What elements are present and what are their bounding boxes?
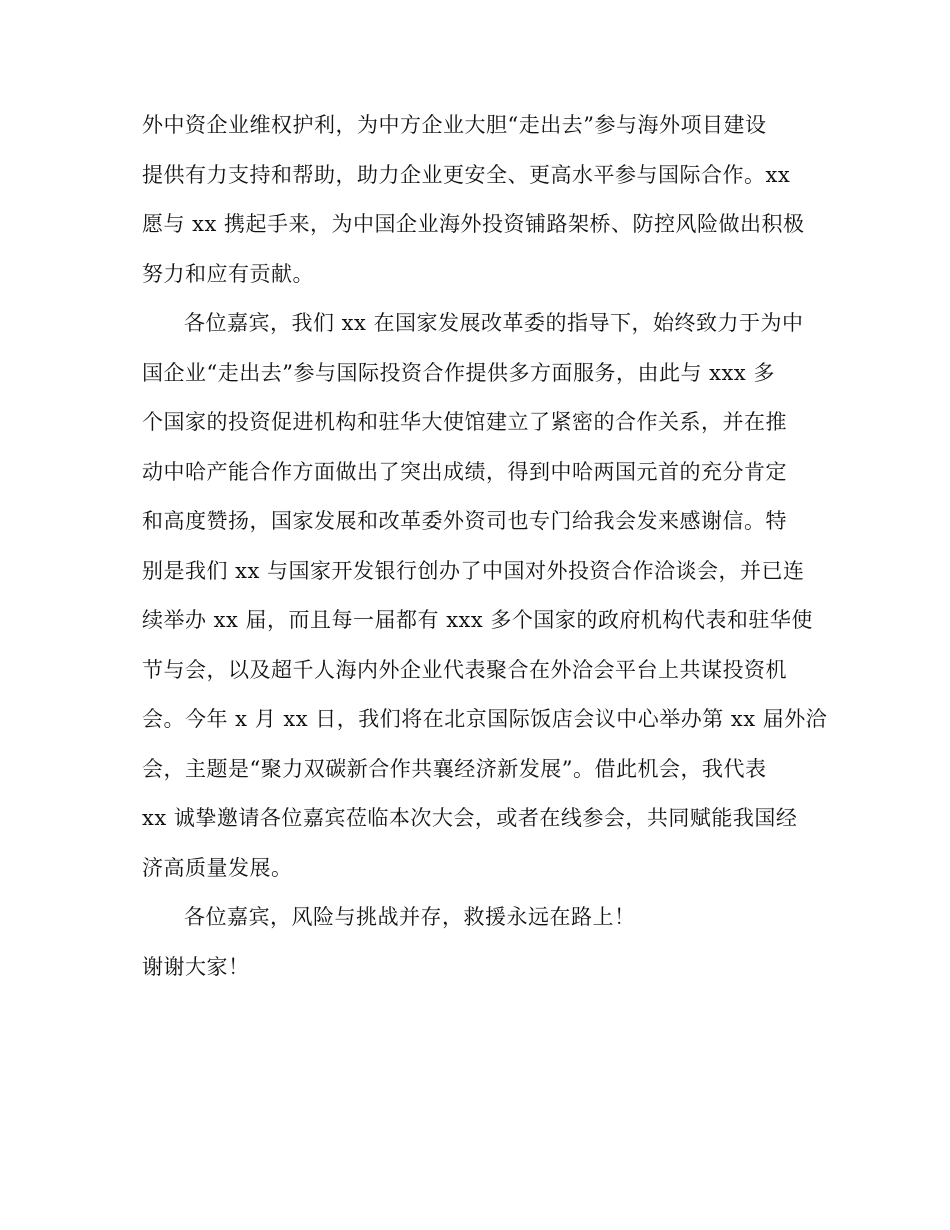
text-line: 提供有力支持和帮助，助力企业更安全、更高水平参与国际合作。xx xyxy=(142,162,791,187)
text-line: xx 诚挚邀请各位嘉宾莅临本次大会，或者在线参会，共同赋能我国经 xyxy=(142,806,798,830)
text-line: 节与会，以及超千人海内外企业代表聚合在外洽会平台上共谋投资机 xyxy=(142,657,787,682)
text-line: 别是我们 xx 与国家开发银行创办了中国对外投资合作洽谈会，并已连 xyxy=(142,558,805,583)
text-line: 会，主题是“聚力双碳新合作共襄经济新发展”。借此机会，我代表 xyxy=(142,756,767,781)
text-line: 济高质量发展。 xyxy=(142,855,293,880)
text-line: 外中资企业维权护利，为中方企业大胆“走出去”参与海外项目建设 xyxy=(142,113,767,137)
text-line: 动中哈产能合作方面做出了突出成绩，得到中哈两国元首的充分肯定 xyxy=(142,459,787,484)
paragraph-start-line: 各位嘉宾，我们 xx 在国家发展改革委的指导下，始终致力于为中 xyxy=(184,311,804,335)
text-line: 国企业“走出去”参与国际投资合作提供多方面服务，由此与 xxx 多 xyxy=(142,360,775,385)
text-line: 会。今年 x 月 xx 日，我们将在北京国际饭店会议中心举办第 xx 届外洽 xyxy=(142,707,828,731)
text-line: 愿与 xx 携起手来，为中国企业海外投资铺路架桥、防控风险做出积极 xyxy=(142,212,805,236)
text-line: 和高度赞扬，国家发展和改革委外资司也专门给我会发来感谢信。特 xyxy=(142,509,787,533)
text-line: 续举办 xx 届，而且每一届都有 xxx 多个国家的政府机构代表和驻华使 xyxy=(142,608,813,632)
paragraph-start-line: 各位嘉宾，风险与挑战并存，救援永远在路上！ xyxy=(184,905,636,929)
closing-line: 谢谢大家！ xyxy=(142,954,250,979)
text-line: 个国家的投资促进机构和驻华大使馆建立了紧密的合作关系，并在推 xyxy=(142,410,787,434)
text-line: 努力和应有贡献。 xyxy=(142,261,314,286)
document-body xyxy=(142,101,828,992)
